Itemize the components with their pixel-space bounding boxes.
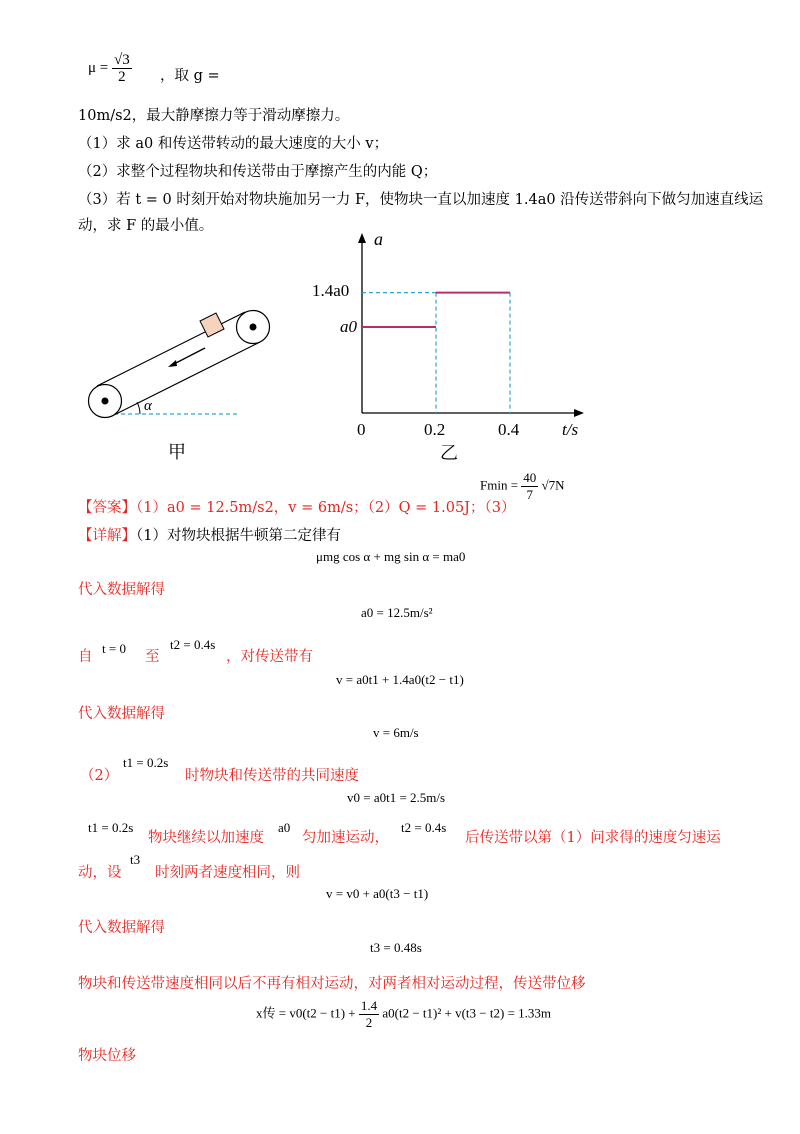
from-label: 自 [78,649,93,665]
equation-a0: a0 = 12.5m/s² [361,605,433,620]
x-tick-0-4: 0.4 [498,420,520,439]
x-axis-label: t/s [562,420,579,439]
y-tick-a0: a0 [340,317,357,336]
question-2: （2）求整个过程物块和传送带由于摩擦产生的内能 Q； [78,164,438,180]
angle-label: α [144,398,152,414]
mu-fraction [112,52,132,85]
fmin-denominator: 7 [526,487,534,502]
t2-expr-b: t2 = 0.4s [401,820,447,835]
part2-num: （2） [80,768,119,784]
part3c: 后传送带以第（1）问求得的速度匀速运 [465,830,721,846]
figure-yi-caption: 乙 [440,443,458,464]
solve-label-3: 代入数据解得 [78,920,165,936]
mu-numerator: √3 [114,52,130,68]
answer-tag: 【答案】 [78,500,136,516]
take-g: ，取 g = [160,68,220,84]
equation-v-result: v = 6m/s [373,725,419,740]
fmin-formula [480,470,565,503]
solve-label-2: 代入数据解得 [78,706,165,722]
equation-belt-displacement [256,998,551,1031]
paragraph-block-displacement: 物块位移 [78,1048,136,1064]
belt-top-edge [97,312,245,386]
y-tick-1-4a0: 1.4a0 [312,281,350,300]
mu-label: μ = [88,59,109,76]
eq8-part-a: x传 = v0(t2 − t1) + [256,1005,356,1021]
answer-body: （1）a0 = 12.5m/s2，v = 6m/s；（2）Q = 1.05J；（3） [136,500,516,516]
x-tick-0-2: 0.2 [424,420,446,439]
part3a: 物块继续以加速度 [148,830,264,846]
equation-v-t3: v = v0 + a0(t3 − t1) [326,886,429,901]
x-axis-arrow [574,409,584,417]
fmin-numerator: 40 [523,470,537,485]
detail-line1 [78,524,341,545]
detail-p1: （1）对物块根据牛顿第二定律有 [136,528,341,544]
a-t-graph [300,225,600,465]
to-label: 至 [145,649,160,665]
equation-v: v = a0t1 + 1.4a0(t2 − t1) [336,672,464,687]
equation-v0: v0 = a0t1 = 2.5m/s [347,790,446,805]
conveyor-figure [80,290,280,475]
y-axis-arrow [358,233,366,243]
question-3b: 动，求 F 的最小值。 [78,218,214,234]
x-tick-0: 0 [357,420,366,439]
angle-arc [137,402,140,414]
t2-expr: t2 = 0.4s [170,637,216,652]
part2-text: 时物块和传送带的共同速度 [185,768,359,784]
mu-denominator: 2 [118,69,126,85]
fmin-label: Fmin = [480,477,519,493]
mu-formula [88,52,132,85]
eq8-numerator: 1.4 [360,998,378,1013]
t1-expr-b: t1 = 0.2s [88,820,134,835]
belt-bottom-edge [112,342,260,416]
fmin-tail: √7N [541,477,565,493]
belt-label: ，对传送带有 [226,649,313,665]
part4a: 动，设 [78,865,122,881]
solve-label-1: 代入数据解得 [78,582,165,598]
direction-arrow [172,348,205,365]
part3b: 匀加速运动， [302,830,389,846]
eq8-part-b: a0(t2 − t1)² + v(t3 − t2) = 1.33m [382,1005,552,1021]
equation-newton: μmg cos α + mg sin α = ma0 [316,549,466,564]
question-1: （1）求 a0 和传送带转动的最大速度的大小 v； [78,136,389,152]
t3-symbol: t3 [130,852,141,867]
fmin-fraction [521,470,538,503]
header-line1: 10m/s2，最大静摩擦力等于滑动摩擦力。 [78,108,350,124]
left-pulley-axle [102,398,109,405]
equation-t3: t3 = 0.48s [370,940,422,955]
figure-jia-caption: 甲 [168,442,186,463]
paragraph-relative-motion: 物块和传送带速度相同以后不再有相对运动，对两者相对运动过程，传送带位移 [78,976,586,992]
block [200,313,224,337]
t0-expr: t = 0 [102,641,126,656]
a0-symbol: a0 [278,820,291,835]
arrow-head [168,360,177,367]
answer-line [78,496,515,517]
detail-tag: 【详解】 [78,528,136,544]
eq8-denominator: 2 [365,1015,373,1030]
t1-expr-a: t1 = 0.2s [123,755,169,770]
eq8-fraction [359,998,379,1031]
part4b: 时刻两者速度相同，则 [155,865,300,881]
question-3a: （3）若 t = 0 时刻开始对物块施加另一力 F，使物块一直以加速度 1.4a0 沿传送带斜向下做匀加速直线运 [78,192,764,208]
y-axis-label: a [374,229,383,249]
right-pulley-axle [250,324,257,331]
